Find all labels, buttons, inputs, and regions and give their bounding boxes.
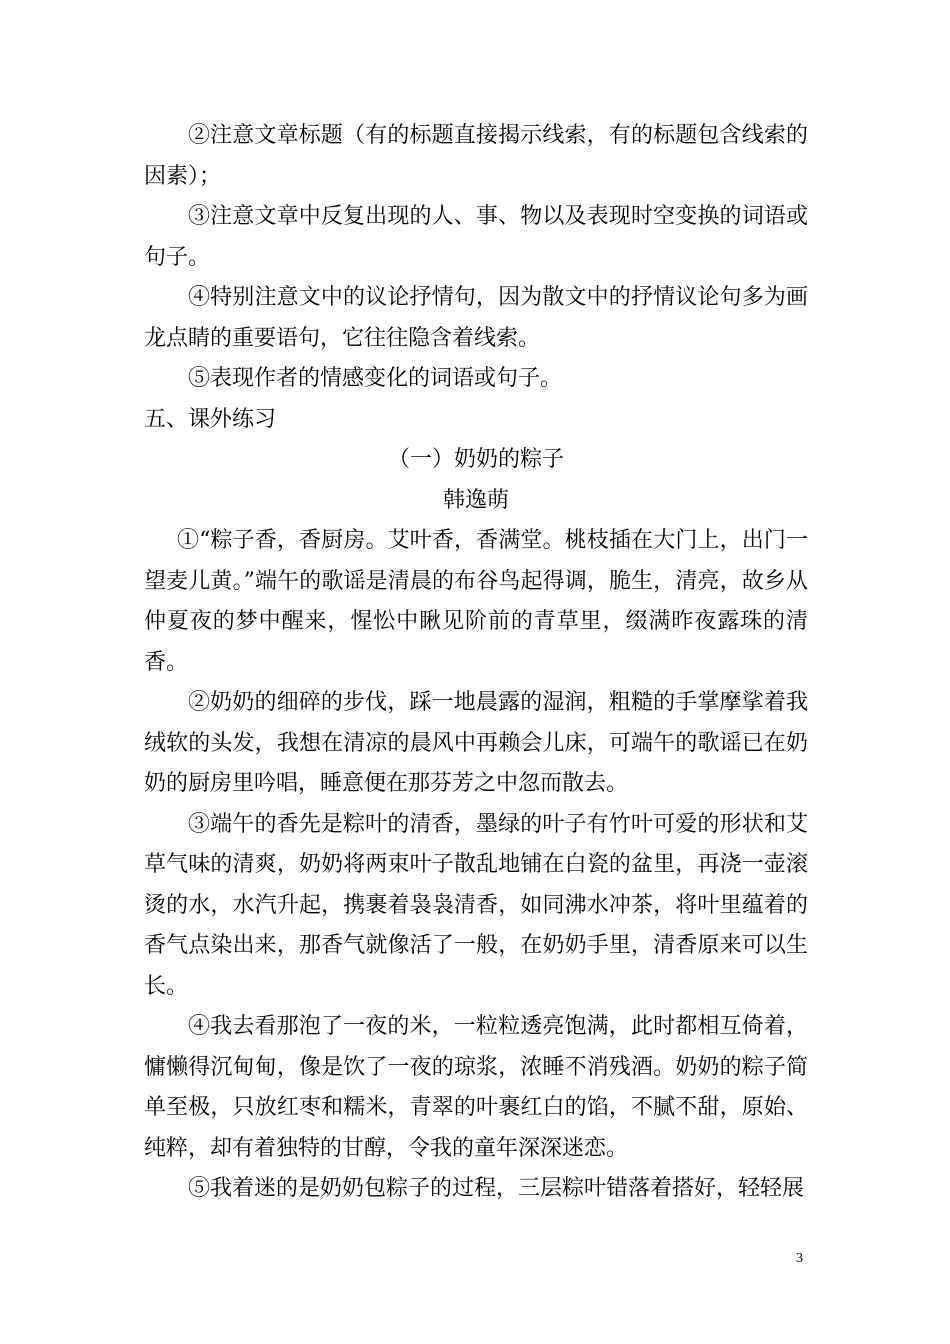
article-author: 韩逸萌 (442, 487, 509, 513)
article-paragraph-5: ⑤我着迷的是奶奶包粽子的过程，三层粽叶错落着搭好，轻轻展 (188, 1176, 805, 1201)
page-number: 3 (796, 1251, 803, 1266)
paragraph-tip-4: ④特别注意文中的议论抒情句，因为散文中的抒情议论句多为画龙点睛的重要语句，它往往隐含着线索。 (144, 285, 808, 351)
article-paragraph-4: ④我去看那泡了一夜的米，一粒粒透亮饱满，此时都相互倚着，慵懒得沉甸甸，像是饮了一夜的琼浆，浓睡不消残酒。奶奶的粽子简单至极，只放红枣和糯米，青翠的叶裹红白的馅，不腻不甜，原始、纯粹，却有着独特的甘醇，令我的童年深深迷恋。 (144, 1014, 808, 1161)
section-heading: 五、课外练习 (144, 406, 277, 432)
page-content (144, 116, 808, 1210)
article-paragraph-2: ②奶奶的细碎的步伐，踩一地晨露的湿润，粗糙的手掌摩挲着我绒软的头发，我想在清凉的晨风中再赖会儿床，可端午的歌谣已在奶奶的厨房里吟唱，睡意便在那芬芳之中忽而散去。 (144, 690, 808, 796)
article-title: （一）奶奶的粽子 (387, 447, 564, 472)
paragraph-tip-2: ②注意文章标题（有的标题直接揭示线索，有的标题包含线索的因素）； (144, 123, 808, 189)
article-paragraph-3: ③端午的香先是粽叶的清香，墨绿的叶子有竹叶可爱的形状和艾草气味的清爽，奶奶将两束叶子散乱地铺在白瓷的盆里，再浇一壶滚烫的水，水汽升起，携裹着袅袅清香，如同沸水冲茶，将叶里蕴着的香气点染出来，那香气就像活了一般，在奶奶手里，清香原来可以生长。 (144, 811, 808, 999)
paragraph-tip-3: ③注意文章中反复出现的人、事、物以及表现时空变换的词语或句子。 (144, 204, 808, 270)
article-paragraph-1: ①“粽子香，香厨房。艾叶香，香满堂。桃枝插在大门上，出门一望麦儿黄。”端午的歌谣是清晨的布谷鸟起得调，脆生，清亮，故乡从仲夏夜的梦中醒来，惺忪中瞅见阶前的青草里，缀满昨夜露珠的清香。 (144, 528, 808, 675)
paragraph-tip-5: ⑤表现作者的情感变化的词语或句子。 (188, 366, 563, 391)
